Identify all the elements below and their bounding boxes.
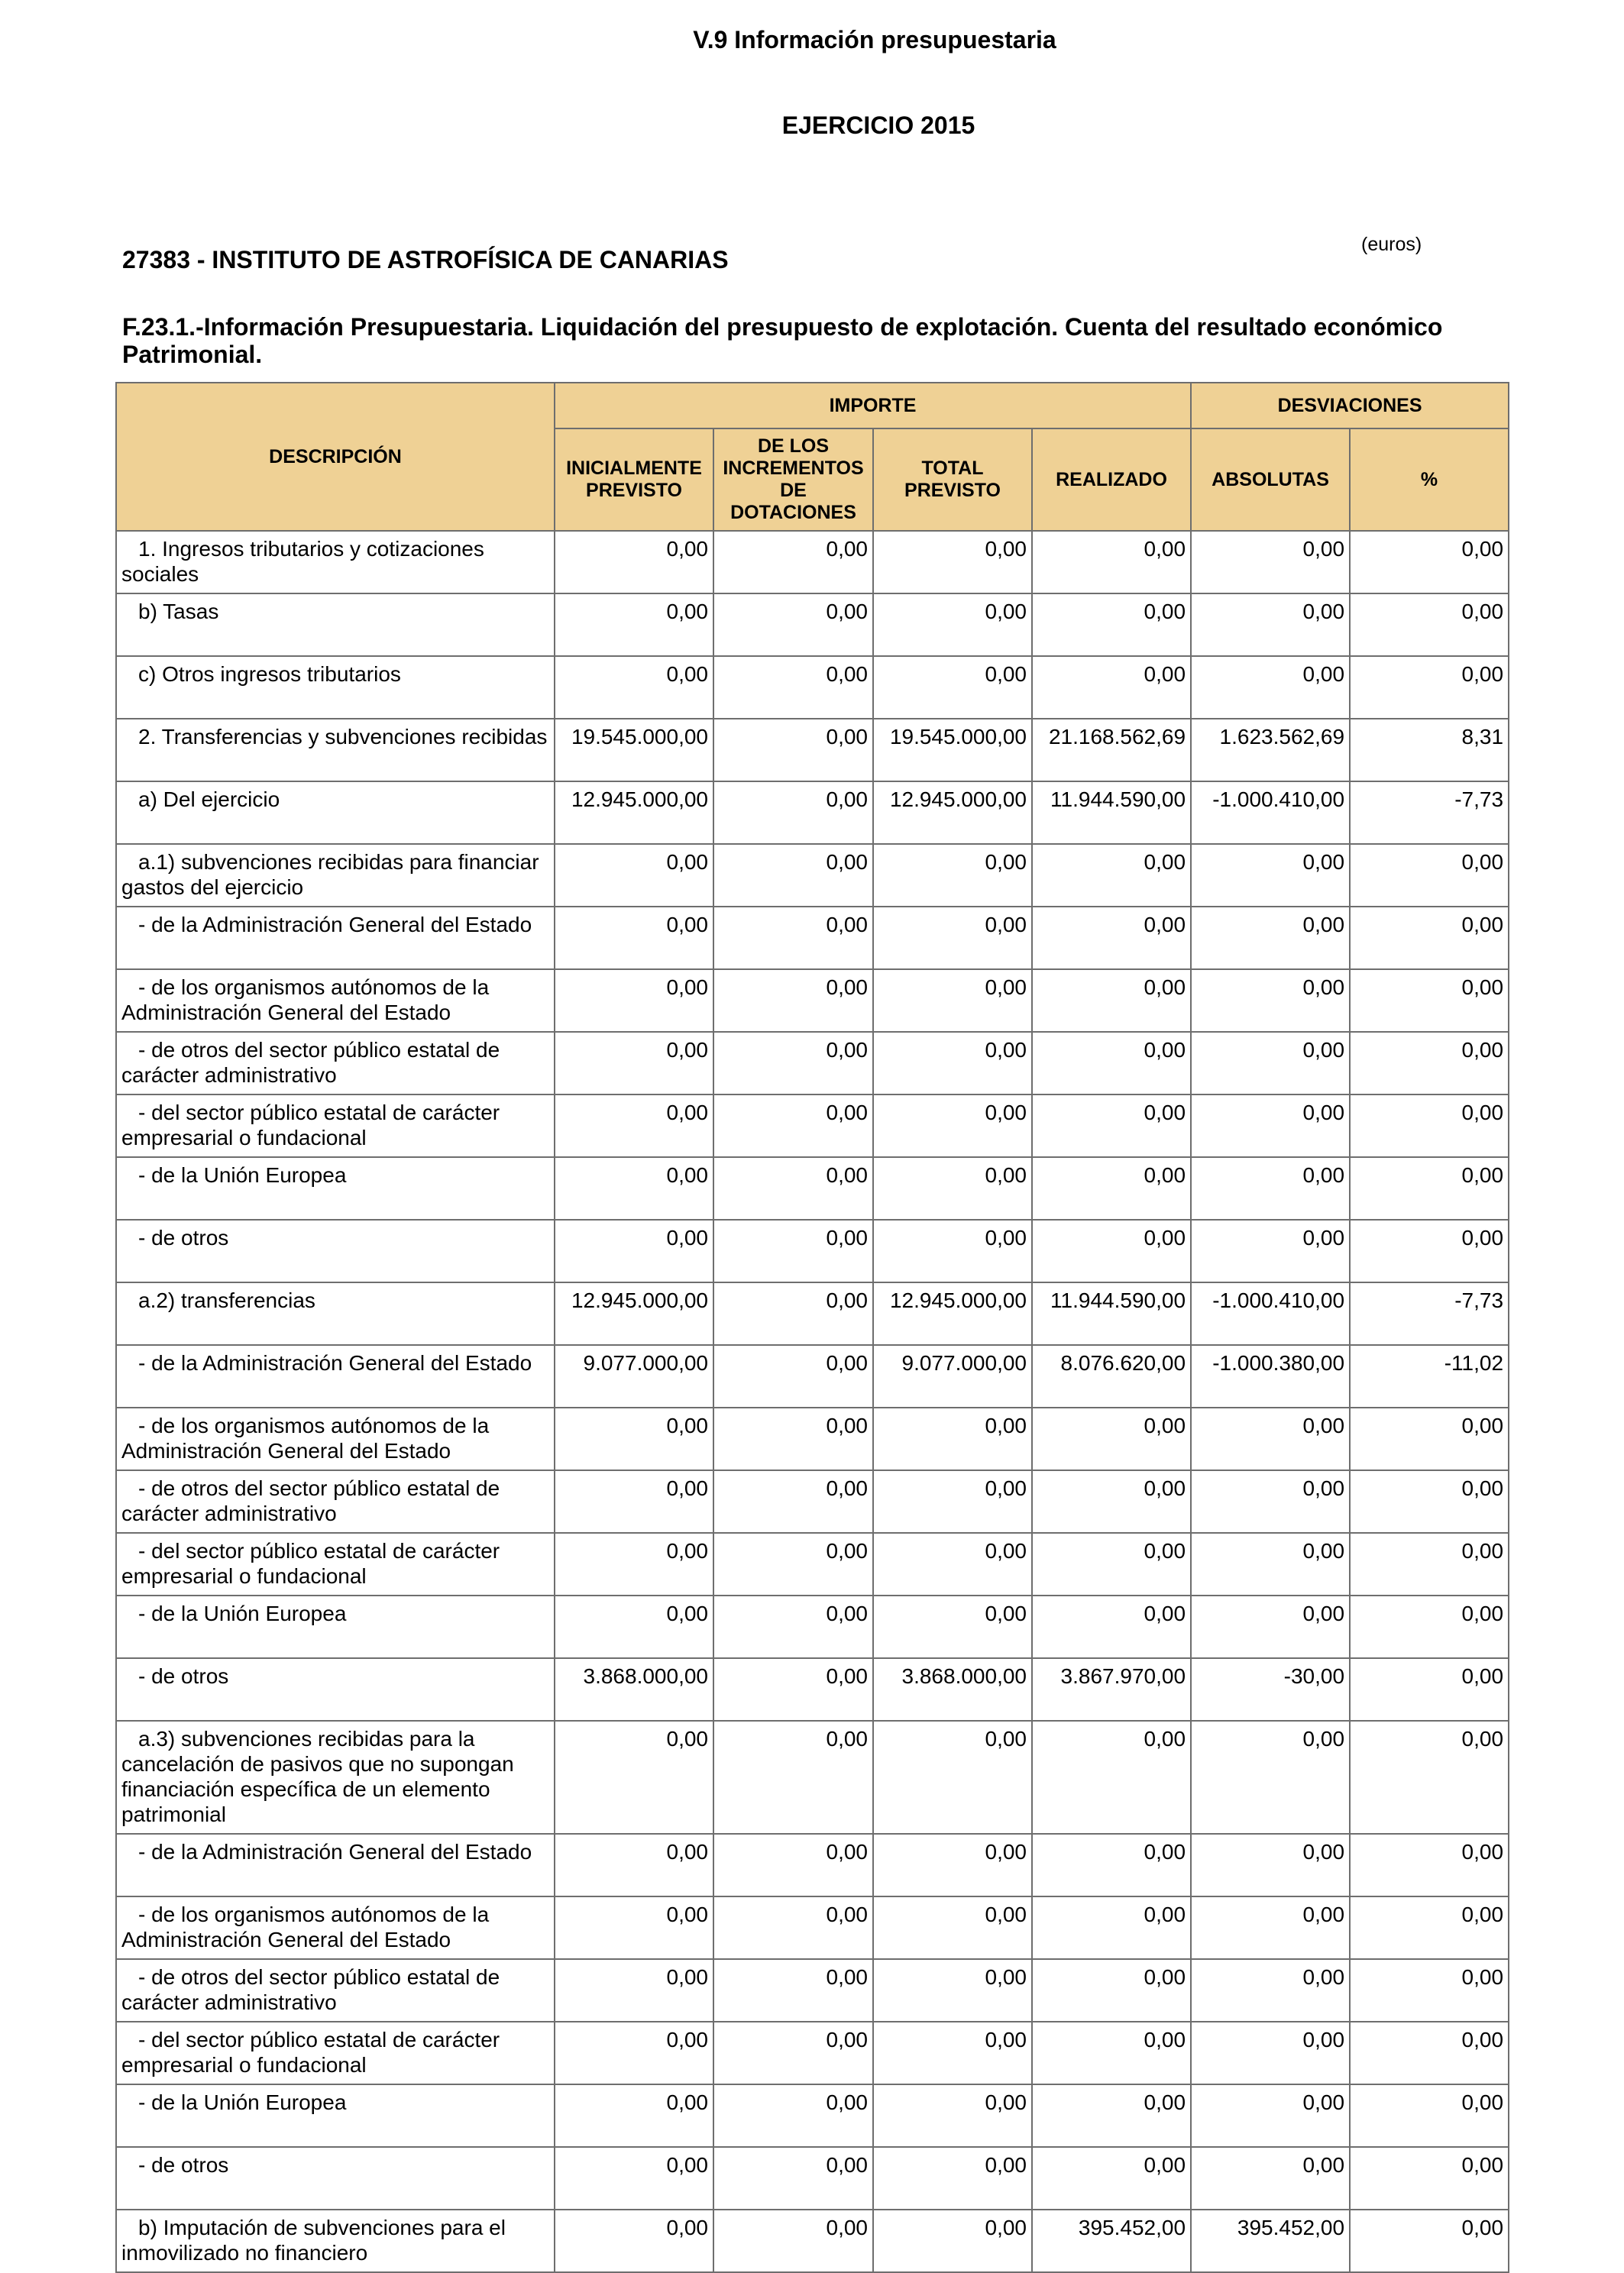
row-description: - de otros del sector público estatal de carácter administrativo [116, 1470, 555, 1533]
row-description: b) Tasas [116, 593, 555, 656]
section-title: V.9 Información presupuestaria [693, 26, 1056, 53]
row-value: 0,00 [1191, 531, 1350, 593]
row-description: - de la Unión Europea [116, 1596, 555, 1658]
row-value: 0,00 [873, 1896, 1032, 1959]
row-value: 0,00 [713, 907, 873, 969]
row-value: 0,00 [1032, 1834, 1191, 1896]
row-value: 0,00 [555, 1721, 713, 1834]
row-value: 0,00 [873, 1094, 1032, 1157]
table-row [116, 2147, 1509, 2210]
units-label: (euros) [1361, 234, 1422, 255]
row-value: 0,00 [1191, 1959, 1350, 2022]
row-value: 0,00 [1032, 656, 1191, 719]
row-description: a) Del ejercicio [116, 781, 555, 844]
row-value: 0,00 [873, 907, 1032, 969]
row-value: 0,00 [1350, 1094, 1509, 1157]
row-value: 0,00 [1350, 844, 1509, 907]
row-value: -11,02 [1350, 1345, 1509, 1408]
row-value: 0,00 [713, 969, 873, 1032]
header-desviaciones: DESVIACIONES [1191, 383, 1509, 428]
row-value: 0,00 [555, 1094, 713, 1157]
row-value: 0,00 [1350, 2022, 1509, 2084]
row-value: 9.077.000,00 [555, 1345, 713, 1408]
row-value: 0,00 [873, 2210, 1032, 2272]
table-row [116, 1596, 1509, 1658]
table-row [116, 2084, 1509, 2147]
row-value: 0,00 [1191, 1032, 1350, 1094]
row-value: 0,00 [873, 2022, 1032, 2084]
row-value: 0,00 [873, 1408, 1032, 1470]
row-value: 9.077.000,00 [873, 1345, 1032, 1408]
row-value: 0,00 [1032, 1959, 1191, 2022]
row-value: 0,00 [1350, 2084, 1509, 2147]
row-value: 0,00 [1032, 531, 1191, 593]
row-value: 0,00 [873, 1157, 1032, 1220]
row-value: 0,00 [1350, 1596, 1509, 1658]
row-value: 0,00 [1191, 1470, 1350, 1533]
row-value: 0,00 [713, 1896, 873, 1959]
row-value: 0,00 [1191, 1220, 1350, 1282]
row-value: 0,00 [713, 1157, 873, 1220]
row-value: 0,00 [1032, 907, 1191, 969]
year-title: EJERCICIO 2015 [781, 112, 975, 139]
row-value: 0,00 [555, 2022, 713, 2084]
table-row [116, 531, 1509, 593]
row-description: - de la Administración General del Estado [116, 1345, 555, 1408]
row-description: - del sector público estatal de carácter empresarial o fundacional [116, 1533, 555, 1596]
row-value: 0,00 [1191, 2084, 1350, 2147]
row-value: 12.945.000,00 [555, 1282, 713, 1345]
row-value: 0,00 [713, 531, 873, 593]
row-value: 0,00 [873, 1721, 1032, 1834]
row-value: 0,00 [713, 1220, 873, 1282]
row-description: 1. Ingresos tributarios y cotizaciones sociales [116, 531, 555, 593]
row-description: - de la Unión Europea [116, 2084, 555, 2147]
table-row [116, 1959, 1509, 2022]
row-value: 0,00 [1350, 1834, 1509, 1896]
row-value: 0,00 [555, 1032, 713, 1094]
row-value: 0,00 [873, 1596, 1032, 1658]
row-description: - de otros [116, 1658, 555, 1721]
table-row [116, 1282, 1509, 1345]
row-value: 0,00 [1350, 1220, 1509, 1282]
row-description: 2. Transferencias y subvenciones recibidas [116, 719, 555, 781]
table-row [116, 844, 1509, 907]
col-porcentaje: % [1350, 428, 1509, 531]
row-value: 12.945.000,00 [555, 781, 713, 844]
row-value: 0,00 [1191, 1596, 1350, 1658]
row-value: 0,00 [713, 593, 873, 656]
row-value: 0,00 [1350, 1658, 1509, 1721]
row-value: 0,00 [555, 531, 713, 593]
row-value: 0,00 [1032, 1408, 1191, 1470]
col-absolutas: ABSOLUTAS [1191, 428, 1350, 531]
row-value: 0,00 [1032, 1220, 1191, 1282]
col-inicialmente-previsto: INICIALMENTE PREVISTO [555, 428, 713, 531]
budget-table [115, 382, 1509, 2273]
form-title: F.23.1.-Información Presupuestaria. Liquidación del presupuesto de explotación. Cuenta del resultado económico Patrimonial. [122, 313, 1443, 368]
row-value: 0,00 [713, 2147, 873, 2210]
row-value: 0,00 [1350, 1470, 1509, 1533]
row-value: 0,00 [555, 1896, 713, 1959]
col-realizado: REALIZADO [1032, 428, 1191, 531]
row-value: 0,00 [1032, 2022, 1191, 2084]
row-value: 0,00 [1032, 2084, 1191, 2147]
row-value: 0,00 [713, 656, 873, 719]
row-value: 0,00 [1350, 531, 1509, 593]
row-value: -30,00 [1191, 1658, 1350, 1721]
row-description: - del sector público estatal de carácter empresarial o fundacional [116, 2022, 555, 2084]
table-row [116, 1658, 1509, 1721]
row-value: 0,00 [1032, 1157, 1191, 1220]
row-value: 0,00 [713, 2084, 873, 2147]
row-value: -1.000.410,00 [1191, 1282, 1350, 1345]
row-value: -1.000.410,00 [1191, 781, 1350, 844]
table-row [116, 1408, 1509, 1470]
row-value: 8.076.620,00 [1032, 1345, 1191, 1408]
row-value: 0,00 [1191, 656, 1350, 719]
row-value: 0,00 [713, 1721, 873, 1834]
row-value: 0,00 [1032, 1596, 1191, 1658]
row-value: 0,00 [713, 1032, 873, 1094]
row-value: 0,00 [1191, 1094, 1350, 1157]
row-value: 0,00 [713, 1282, 873, 1345]
row-value: 0,00 [555, 907, 713, 969]
row-description: - de los organismos autónomos de la Administración General del Estado [116, 969, 555, 1032]
row-value: 0,00 [555, 2084, 713, 2147]
row-value: 0,00 [1032, 1896, 1191, 1959]
row-description: a.2) transferencias [116, 1282, 555, 1345]
row-value: 0,00 [873, 1533, 1032, 1596]
row-value: 0,00 [713, 2210, 873, 2272]
row-value: 0,00 [873, 531, 1032, 593]
row-value: 0,00 [1350, 1533, 1509, 1596]
row-description: - de otros [116, 2147, 555, 2210]
row-value: 0,00 [555, 1596, 713, 1658]
row-value: 0,00 [1350, 1896, 1509, 1959]
row-value: 19.545.000,00 [873, 719, 1032, 781]
table-row [116, 593, 1509, 656]
row-value: 0,00 [873, 2084, 1032, 2147]
row-value: 0,00 [1350, 1032, 1509, 1094]
row-value: 0,00 [1032, 1533, 1191, 1596]
row-value: 0,00 [873, 844, 1032, 907]
row-value: 0,00 [555, 656, 713, 719]
row-value: 19.545.000,00 [555, 719, 713, 781]
row-value: 0,00 [1032, 969, 1191, 1032]
row-value: 0,00 [1191, 1533, 1350, 1596]
row-value: 0,00 [873, 1220, 1032, 1282]
row-value: 0,00 [873, 969, 1032, 1032]
row-description: b) Imputación de subvenciones para el inmovilizado no financiero [116, 2210, 555, 2272]
table-row [116, 1094, 1509, 1157]
row-value: 0,00 [555, 1834, 713, 1896]
row-value: 0,00 [1191, 969, 1350, 1032]
table-row [116, 656, 1509, 719]
table-row [116, 1834, 1509, 1896]
table-row [116, 1032, 1509, 1094]
row-value: 0,00 [555, 1408, 713, 1470]
row-value: 0,00 [873, 1834, 1032, 1896]
row-value: 0,00 [1032, 593, 1191, 656]
row-description: c) Otros ingresos tributarios [116, 656, 555, 719]
row-value: 11.944.590,00 [1032, 781, 1191, 844]
row-value: 0,00 [1191, 907, 1350, 969]
table-row [116, 1896, 1509, 1959]
row-value: 0,00 [1032, 1032, 1191, 1094]
row-description: - de otros del sector público estatal de carácter administrativo [116, 1032, 555, 1094]
row-description: - de la Administración General del Estado [116, 1834, 555, 1896]
row-value: 0,00 [1191, 844, 1350, 907]
row-value: 0,00 [713, 2022, 873, 2084]
table-body [116, 531, 1509, 2272]
row-value: 1.623.562,69 [1191, 719, 1350, 781]
row-description: - de la Administración General del Estado [116, 907, 555, 969]
row-value: 0,00 [1350, 1157, 1509, 1220]
row-value: 0,00 [1191, 1157, 1350, 1220]
row-description: - de la Unión Europea [116, 1157, 555, 1220]
row-value: 0,00 [555, 2147, 713, 2210]
row-value: 0,00 [873, 2147, 1032, 2210]
row-value: 0,00 [713, 1533, 873, 1596]
row-value: 8,31 [1350, 719, 1509, 781]
table-row [116, 1533, 1509, 1596]
row-value: -7,73 [1350, 781, 1509, 844]
row-value: 0,00 [1350, 1959, 1509, 2022]
table-row [116, 2210, 1509, 2272]
row-value: 0,00 [1191, 593, 1350, 656]
table-row [116, 1345, 1509, 1408]
row-value: 0,00 [713, 781, 873, 844]
row-value: 0,00 [1191, 2147, 1350, 2210]
row-value: 0,00 [713, 719, 873, 781]
row-value: 0,00 [555, 1220, 713, 1282]
table-row [116, 781, 1509, 844]
row-value: 0,00 [1350, 1721, 1509, 1834]
row-value: 12.945.000,00 [873, 781, 1032, 844]
row-value: 0,00 [1191, 1896, 1350, 1959]
row-value: 0,00 [1032, 1721, 1191, 1834]
row-value: 0,00 [713, 1470, 873, 1533]
row-value: 0,00 [873, 1032, 1032, 1094]
row-value: 11.944.590,00 [1032, 1282, 1191, 1345]
row-value: 0,00 [713, 1959, 873, 2022]
row-value: 0,00 [1350, 2210, 1509, 2272]
row-value: 0,00 [1032, 1094, 1191, 1157]
row-value: 0,00 [1032, 1470, 1191, 1533]
row-value: 3.868.000,00 [555, 1658, 713, 1721]
row-value: 0,00 [1191, 1408, 1350, 1470]
row-value: 0,00 [555, 1959, 713, 2022]
row-value: 0,00 [873, 1470, 1032, 1533]
row-value: 0,00 [1350, 656, 1509, 719]
row-value: 12.945.000,00 [873, 1282, 1032, 1345]
table-row [116, 1157, 1509, 1220]
row-value: 395.452,00 [1191, 2210, 1350, 2272]
row-value: -7,73 [1350, 1282, 1509, 1345]
row-value: 0,00 [555, 1157, 713, 1220]
row-value: 0,00 [555, 2210, 713, 2272]
row-value: 0,00 [713, 844, 873, 907]
row-value: 0,00 [555, 969, 713, 1032]
row-value: 0,00 [713, 1345, 873, 1408]
row-value: 0,00 [713, 1596, 873, 1658]
col-total-previsto: TOTAL PREVISTO [873, 428, 1032, 531]
row-value: 395.452,00 [1032, 2210, 1191, 2272]
header-importe: IMPORTE [555, 383, 1191, 428]
row-value: 0,00 [1350, 907, 1509, 969]
row-description: - de otros del sector público estatal de carácter administrativo [116, 1959, 555, 2022]
row-value: 0,00 [873, 593, 1032, 656]
row-value: 0,00 [1350, 593, 1509, 656]
entity-title: 27383 - INSTITUTO DE ASTROFÍSICA DE CANARIAS [122, 246, 729, 273]
row-value: 0,00 [1191, 1834, 1350, 1896]
row-value: 21.168.562,69 [1032, 719, 1191, 781]
row-description: - de los organismos autónomos de la Administración General del Estado [116, 1408, 555, 1470]
col-incrementos-dotaciones: DE LOS INCREMENTOS DE DOTACIONES [713, 428, 873, 531]
row-value: 0,00 [1350, 2147, 1509, 2210]
row-value: 0,00 [713, 1658, 873, 1721]
table-row [116, 969, 1509, 1032]
row-value: 0,00 [713, 1408, 873, 1470]
table-row [116, 719, 1509, 781]
table-row [116, 1220, 1509, 1282]
row-value: 0,00 [555, 844, 713, 907]
row-value: 0,00 [555, 1470, 713, 1533]
table-row [116, 907, 1509, 969]
row-value: -1.000.380,00 [1191, 1345, 1350, 1408]
row-value: 0,00 [1191, 1721, 1350, 1834]
row-value: 0,00 [555, 593, 713, 656]
row-value: 0,00 [1032, 2147, 1191, 2210]
row-value: 0,00 [713, 1834, 873, 1896]
row-value: 0,00 [873, 656, 1032, 719]
row-value: 0,00 [1032, 844, 1191, 907]
row-value: 3.868.000,00 [873, 1658, 1032, 1721]
row-value: 0,00 [873, 1959, 1032, 2022]
row-value: 0,00 [713, 1094, 873, 1157]
row-description: a.1) subvenciones recibidas para financiar gastos del ejercicio [116, 844, 555, 907]
table-row [116, 1470, 1509, 1533]
row-value: 0,00 [555, 1533, 713, 1596]
row-value: 3.867.970,00 [1032, 1658, 1191, 1721]
row-value: 0,00 [1191, 2022, 1350, 2084]
table-row [116, 1721, 1509, 1834]
row-value: 0,00 [1350, 1408, 1509, 1470]
header-descripcion: DESCRIPCIÓN [116, 383, 555, 531]
row-description: a.3) subvenciones recibidas para la cancelación de pasivos que no supongan financiación específica de un elemento patrimonial [116, 1721, 555, 1834]
row-description: - de los organismos autónomos de la Administración General del Estado [116, 1896, 555, 1959]
row-value: 0,00 [1350, 969, 1509, 1032]
row-description: - de otros [116, 1220, 555, 1282]
row-description: - del sector público estatal de carácter empresarial o fundacional [116, 1094, 555, 1157]
table-row [116, 2022, 1509, 2084]
